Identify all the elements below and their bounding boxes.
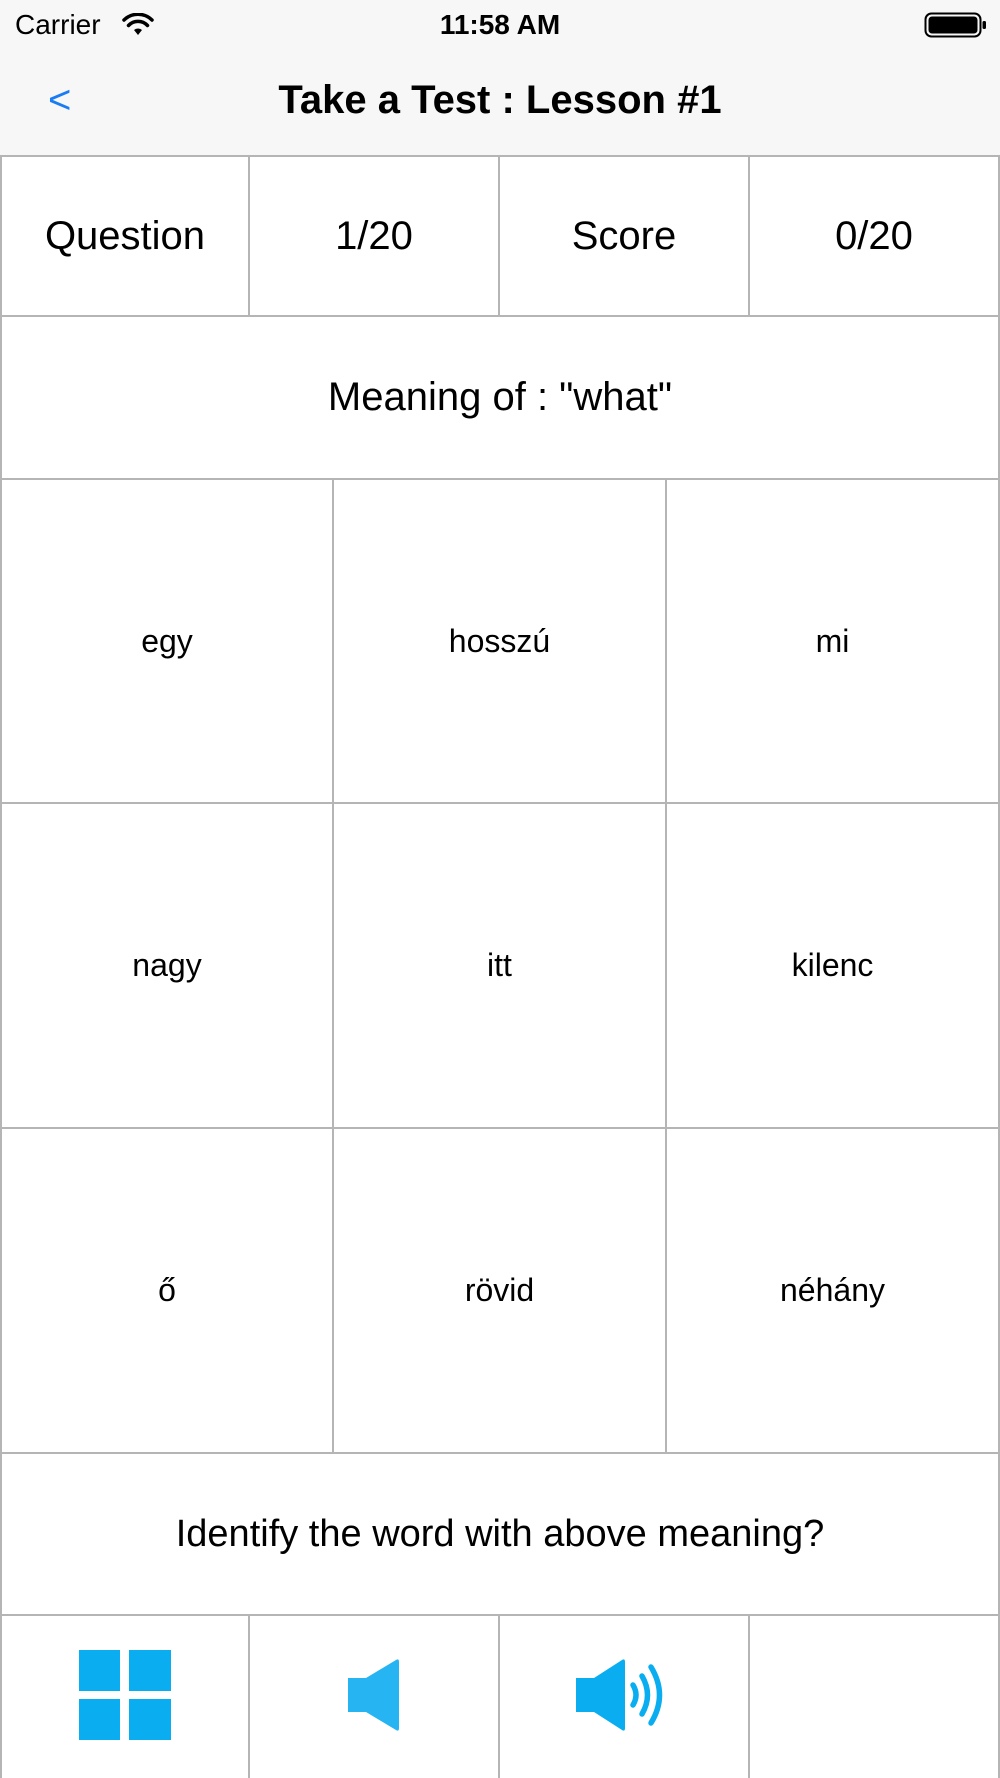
answer-option[interactable]: néhány bbox=[667, 1129, 1000, 1454]
back-button[interactable]: < bbox=[48, 78, 72, 122]
answer-option[interactable]: rövid bbox=[334, 1129, 667, 1454]
status-bar bbox=[0, 0, 1000, 52]
carrier-label: Carrier bbox=[15, 9, 101, 40]
page-title: Take a Test : Lesson #1 bbox=[278, 78, 722, 122]
answer-option[interactable]: kilenc bbox=[667, 804, 1000, 1129]
score-value: 0/20 bbox=[750, 157, 1000, 317]
score-label: Score bbox=[500, 157, 750, 317]
empty-toolbar-slot bbox=[750, 1616, 1000, 1778]
grid-button[interactable] bbox=[0, 1616, 250, 1778]
speaker-loud-button[interactable] bbox=[500, 1616, 750, 1778]
answer-option[interactable]: egy bbox=[0, 480, 334, 804]
speaker-mute-button[interactable] bbox=[250, 1616, 500, 1778]
battery-icon bbox=[924, 12, 988, 45]
speaker-loud-icon bbox=[576, 1657, 672, 1738]
instruction-text: Identify the word with above meaning? bbox=[0, 1454, 1000, 1616]
navigation-bar bbox=[0, 52, 1000, 155]
stats-row bbox=[0, 155, 1000, 317]
bottom-toolbar bbox=[0, 1616, 1000, 1778]
question-counter: 1/20 bbox=[250, 157, 500, 317]
answer-option[interactable]: hosszú bbox=[334, 480, 667, 804]
answer-options-grid bbox=[0, 480, 1000, 1454]
question-label: Question bbox=[0, 157, 250, 317]
clock-time: 11:58 AM bbox=[439, 9, 561, 40]
speaker-mute-icon bbox=[348, 1658, 400, 1737]
answer-option[interactable]: ő bbox=[0, 1129, 334, 1454]
answer-option[interactable]: itt bbox=[334, 804, 667, 1129]
answer-option[interactable]: mi bbox=[667, 480, 1000, 804]
grid-icon bbox=[79, 1650, 171, 1745]
meaning-prompt: Meaning of : "what" bbox=[0, 317, 1000, 480]
answer-option[interactable]: nagy bbox=[0, 804, 334, 1129]
